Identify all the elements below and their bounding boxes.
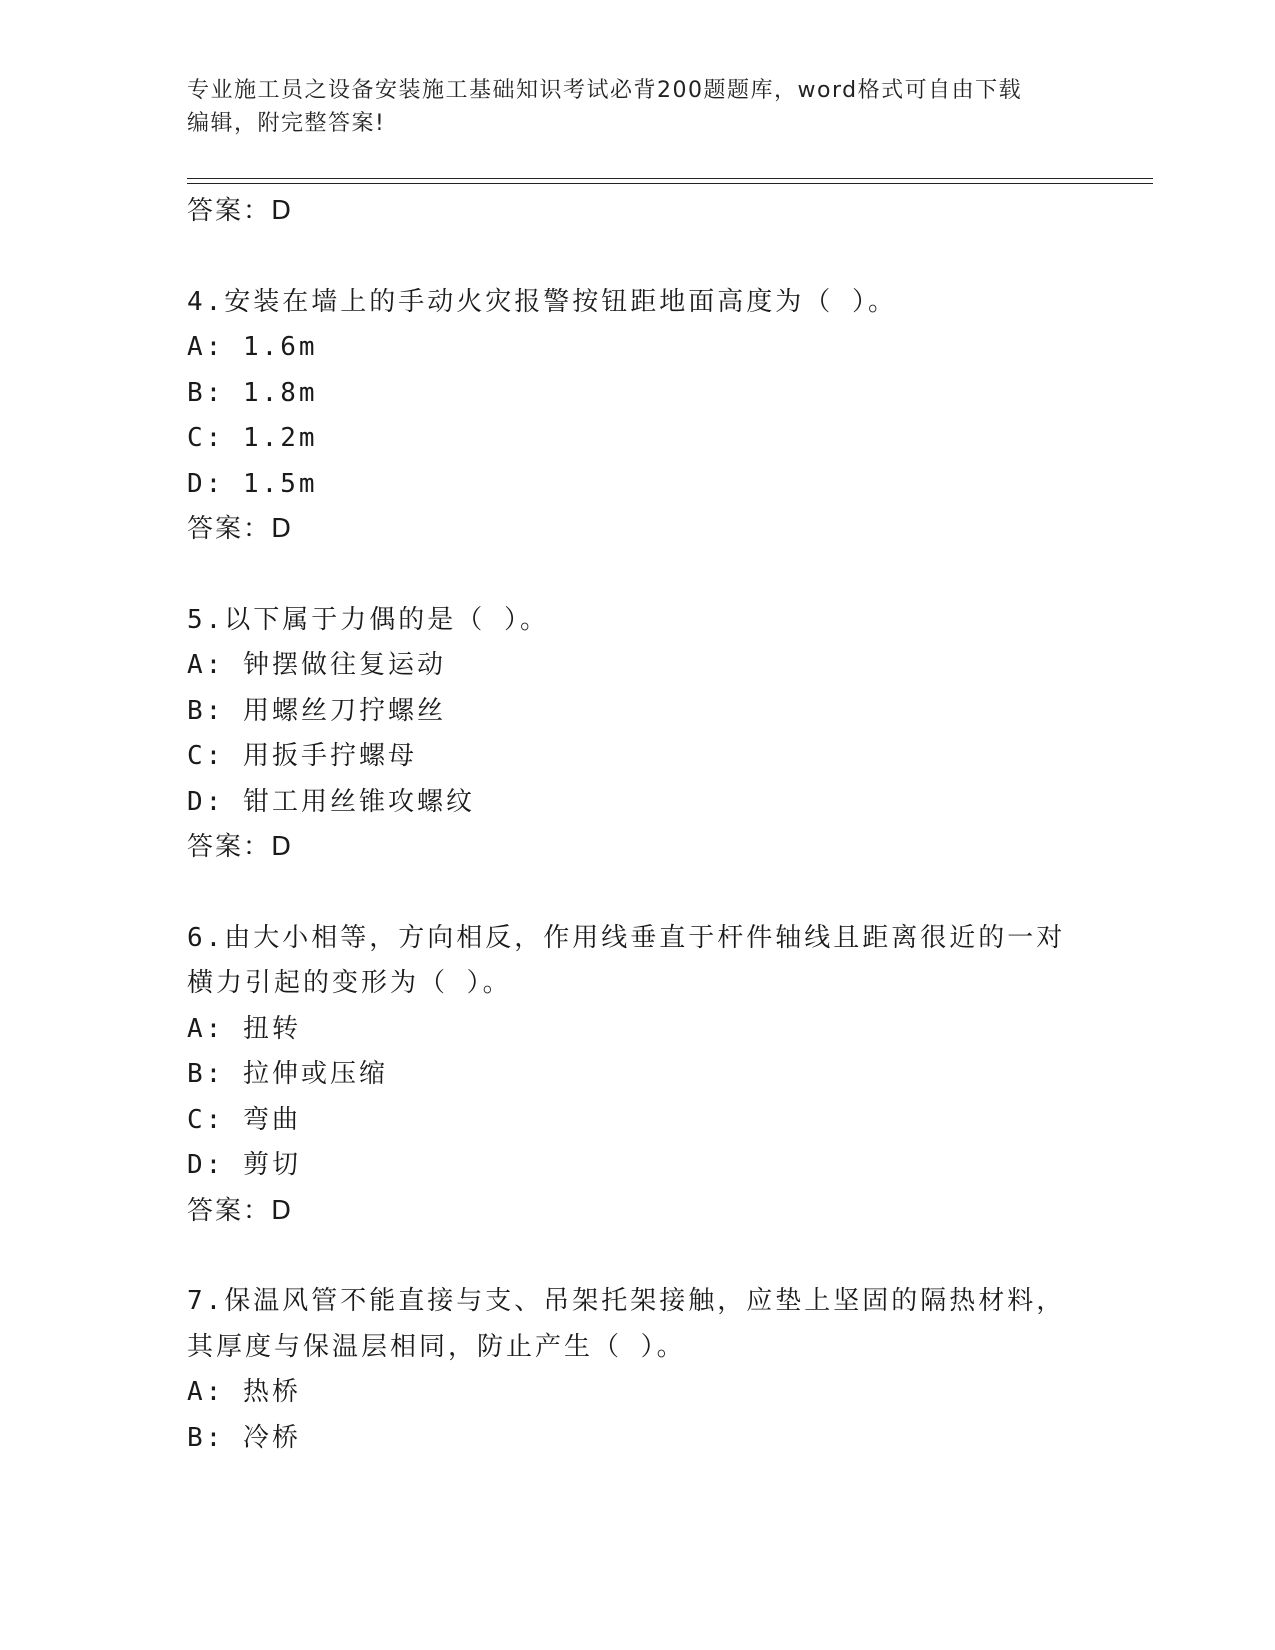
option-a: A: 扭转 [187, 1013, 301, 1044]
option-a: A: 热桥 [187, 1377, 301, 1407]
option-c: C: 1.2m [187, 423, 318, 453]
option-a: A: 1.6m [187, 332, 318, 362]
answer-line: 答案：D [187, 514, 294, 544]
question-list [187, 189, 1087, 1461]
header-divider-top [187, 178, 1153, 179]
option-d: D: 钳工用丝锥攻螺纹 [187, 786, 475, 817]
option-d: D: 剪切 [187, 1150, 301, 1180]
question-stem-line-1: 6.由大小相等，方向相反，作用线垂直于杆件轴线且距离很近的一对 [187, 922, 1066, 953]
spacer [187, 235, 1087, 280]
page-header [187, 74, 1077, 140]
question-5 [187, 598, 1087, 871]
question-7 [187, 1279, 1087, 1461]
option-a: A: 钟摆做往复运动 [187, 650, 446, 680]
answer-line: 答案：D [187, 1195, 294, 1226]
question-stem: 4.安装在墙上的手动火灾报警按钮距地面高度为（ ）。 [187, 286, 897, 317]
answer-line: 答案：D [187, 196, 294, 226]
option-b: B: 拉伸或压缩 [187, 1059, 388, 1089]
header-line-1: 专业施工员之设备安装施工基础知识考试必背200题题库，word格式可自由下载 [187, 78, 1023, 103]
option-d: D: 1.5m [187, 468, 318, 499]
answer-line: 答案：D [187, 832, 294, 862]
option-b: B: 1.8m [187, 377, 318, 408]
question-4 [187, 280, 1087, 553]
option-c: C: 弯曲 [187, 1104, 301, 1135]
spacer [187, 1234, 1087, 1279]
question-stem-line-2: 横力引起的变形为（ ）。 [187, 968, 512, 998]
option-b: B: 冷桥 [187, 1422, 301, 1453]
spacer [187, 553, 1087, 598]
question-stem: 5.以下属于力偶的是（ ）。 [187, 604, 549, 635]
question-stem-line-2: 其厚度与保温层相同，防止产生（ ）。 [187, 1331, 686, 1362]
question-stem-line-1: 7.保温风管不能直接与支、吊架托架接触，应垫上坚固的隔热材料， [187, 1286, 1066, 1316]
spacer [187, 871, 1087, 916]
header-divider-bottom [187, 183, 1153, 184]
option-b: B: 用螺丝刀拧螺丝 [187, 695, 446, 726]
option-c: C: 用扳手拧螺母 [187, 741, 417, 771]
question-6 [187, 916, 1087, 1235]
header-line-2: 编辑，附完整答案! [187, 111, 386, 136]
